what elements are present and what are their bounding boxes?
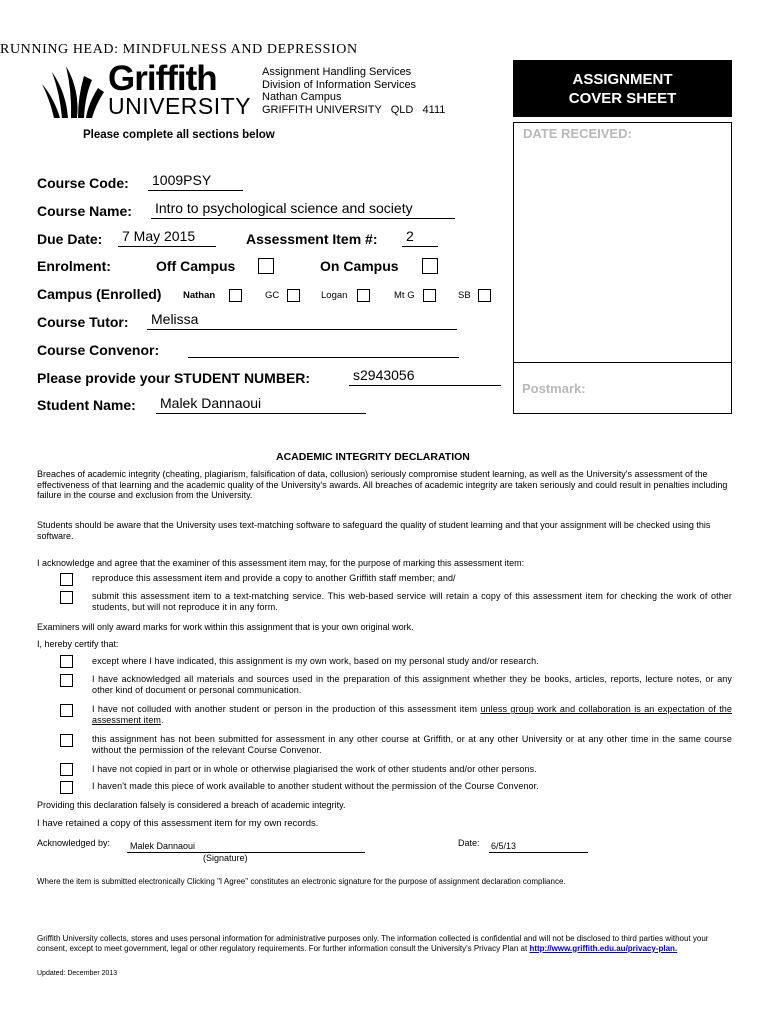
ack-item-2-checkbox[interactable] (60, 591, 73, 604)
date-value: 6/5/13 (491, 841, 517, 851)
ack-item-2: submit this assessment item to a text-matching service. This web-based service will retain a copy of this assessment item for checking the work of other students, but will not reproduce it in any form. (92, 591, 732, 612)
electronic-signature-note: Where the item is submitted electronically Clicking "I Agree" constitutes an electronic signature for the purpose of assignment declaration compliance. (37, 877, 566, 886)
cert-item-3-underlined: unless group work and collaboration is an expectation of the assessment item (92, 704, 732, 725)
student-number-field[interactable] (349, 367, 501, 386)
cert-item-2-checkbox[interactable] (60, 674, 73, 687)
campus-sb-checkbox[interactable] (478, 289, 491, 302)
acknowledged-by-field[interactable] (127, 836, 365, 853)
student-name-value: Malek Dannaoui (160, 395, 262, 411)
cert-item-3: I have not colluded with another student or person in the production of this assessment item unless group work and collaboration is an expectation of the assessment item. (92, 704, 732, 725)
declaration-paragraph-6: Providing this declaration falsely is considered a breach of academic integrity. (37, 800, 346, 810)
cert-item-6-checkbox[interactable] (60, 781, 73, 794)
course-tutor-field[interactable] (147, 311, 457, 330)
cert-item-5: I have not copied in part or in whole or otherwise plagiarised the work of other students and/or other persons. (92, 764, 537, 774)
student-name-field[interactable] (156, 395, 366, 414)
cert-item-3-checkbox[interactable] (60, 704, 73, 717)
privacy-note-text: Griffith University collects, stores and uses personal information for administrative purposes only. The information collected is confidential and will not be disclosed to third parties without your consent, except to meet government, legal or other regulatory requirements. For further information consult the University's Privacy Plan at (37, 934, 709, 953)
declaration-title: ACADEMIC INTEGRITY DECLARATION (276, 451, 470, 463)
declaration-paragraph-1: Breaches of academic integrity (cheating, plagiarism, falsification of data, collusion) seriously compromise student learning, as well as the University's assessment of the effectiveness of that learning and the academic quality of the University's awards. All breaches of academic integrity are taken seriously and could result in penalties including failure in the course and exclusion from the University. (37, 469, 728, 500)
campus-gc-label: GC (265, 290, 280, 301)
course-name-field[interactable] (151, 200, 455, 219)
acknowledged-by-value: Malek Dannaoui (130, 841, 196, 851)
cert-item-3-text: I have not colluded with another student or person in the production of this assessment item (92, 704, 478, 714)
student-name-label: Student Name: (37, 397, 136, 413)
course-convenor-field[interactable] (188, 339, 459, 358)
postmark-divider (514, 362, 731, 363)
on-campus-checkbox[interactable] (422, 258, 438, 274)
course-name-value: Intro to psychological science and society (155, 200, 413, 216)
cover-title-line1: ASSIGNMENT (572, 70, 673, 88)
instruction: Please complete all sections below (83, 129, 275, 141)
declaration-paragraph-3: I acknowledge and agree that the examiner of this assessment item may, for the purpose of marking this assessment item: (37, 558, 525, 568)
cert-item-5-checkbox[interactable] (60, 763, 73, 776)
declaration-paragraph-5: I, hereby certify that: (37, 639, 119, 649)
updated-date: Updated: December 2013 (37, 970, 118, 977)
signature-label: (Signature) (203, 853, 248, 863)
due-date-label: Due Date: (37, 231, 103, 247)
logo-wordmark-line1: Griffith (108, 59, 217, 98)
acknowledged-by-label: Acknowledged by: (37, 838, 111, 848)
cert-item-1: except where I have indicated, this assignment is my own work, based on my personal study and/or research. (92, 656, 539, 666)
campus-enrolled-label: Campus (Enrolled) (37, 286, 162, 302)
due-date-value: 7 May 2015 (122, 228, 196, 244)
enrolment-label: Enrolment: (37, 258, 111, 274)
address-line: Nathan Campus (262, 91, 342, 103)
running-head: RUNNING HEAD: MINDFULNESS AND DEPRESSION (0, 42, 358, 57)
cert-item-4: this assignment has not been submitted for assessment in any other course at Griffith, or at any other University or at any other time in the same course without the permission of the relevant Course Convenor. (92, 734, 732, 755)
assessment-item-value: 2 (406, 228, 414, 244)
student-number-value: s2943056 (353, 367, 415, 383)
campus-mtg-checkbox[interactable] (423, 289, 436, 302)
off-campus-label: Off Campus (156, 258, 236, 274)
date-received-label: DATE RECEIVED: (523, 126, 632, 141)
cover-sheet-title (513, 60, 732, 117)
cert-item-2: I have acknowledged all materials and sources used in the preparation of this assignment whether they be books, articles, reports, lecture notes, or any other kind of document or personal communication. (92, 674, 732, 695)
declaration-paragraph-4: Examiners will only award marks for work within this assignment that is your own original work. (37, 622, 414, 632)
address-line: Division of Information Services (262, 78, 417, 91)
campus-mtg-label: Mt G (394, 290, 415, 301)
assessment-item-label: Assessment Item #: (246, 231, 378, 247)
privacy-plan-link[interactable]: http://www.griffith.edu.au/privacy-plan. (529, 943, 678, 953)
address-line: GRIFFITH UNIVERSITY QLD 4111 (262, 103, 446, 116)
on-campus-label: On Campus (320, 258, 399, 274)
cert-item-6: I haven't made this piece of work available to another student without the permission of the Course Convenor. (92, 781, 539, 791)
course-name-label: Course Name: (37, 203, 132, 219)
student-number-label: Please provide your STUDENT NUMBER: (37, 370, 311, 386)
ack-item-1: reproduce this assessment item and provide a copy to another Griffith staff member; and/ (92, 573, 456, 583)
logo-wordmark-line2: UNIVERSITY (108, 93, 252, 119)
date-label: Date: (458, 838, 480, 848)
due-date-field[interactable] (118, 228, 216, 247)
cert-item-4-checkbox[interactable] (60, 734, 73, 747)
campus-nathan-checkbox[interactable] (229, 289, 242, 302)
declaration-paragraph-7: I have retained a copy of this assessment item for my own records. (37, 818, 319, 829)
cover-title-line2: COVER SHEET (568, 89, 677, 107)
ack-item-1-checkbox[interactable] (60, 573, 73, 586)
postmark-label: Postmark: (522, 381, 586, 396)
campus-logan-label: Logan (321, 290, 348, 301)
privacy-note (37, 934, 727, 953)
course-tutor-label: Course Tutor: (37, 314, 129, 330)
address-block (262, 66, 445, 116)
course-code-value: 1009PSY (152, 172, 212, 188)
course-tutor-value: Melissa (151, 311, 199, 327)
campus-nathan-label: Nathan (183, 290, 216, 301)
date-received-box (513, 122, 732, 414)
campus-logan-checkbox[interactable] (357, 289, 370, 302)
off-campus-checkbox[interactable] (258, 258, 274, 274)
campus-gc-checkbox[interactable] (287, 289, 300, 302)
declaration-paragraph-2: Students should be aware that the University uses text-matching software to safeguard the quality of student learning and that your assignment will be checked using this software. (37, 520, 711, 541)
course-convenor-label: Course Convenor: (37, 342, 160, 358)
date-field[interactable] (489, 836, 588, 853)
assessment-item-field[interactable] (402, 228, 438, 247)
course-code-field[interactable] (148, 172, 243, 191)
course-code-label: Course Code: (37, 175, 129, 191)
address-line: Assignment Handling Services (262, 66, 412, 78)
campus-sb-label: SB (458, 290, 471, 301)
cert-item-1-checkbox[interactable] (60, 655, 73, 668)
